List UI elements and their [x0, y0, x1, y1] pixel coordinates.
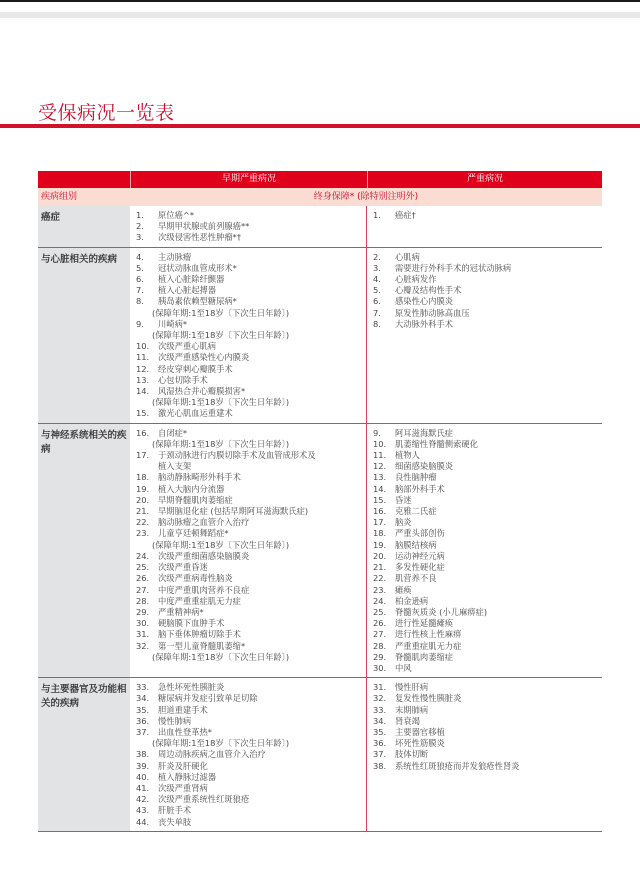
item-text: 坏死性筋膜炎 [395, 738, 445, 749]
list-item [130, 693, 366, 704]
item-number: 13. [136, 374, 150, 385]
list-item [367, 450, 602, 461]
item-number: 27. [136, 584, 150, 595]
list-item [367, 682, 602, 693]
group-label-header: 疾病组别 [41, 192, 78, 202]
list-item [367, 705, 602, 716]
header-critical: 严重病况 [466, 174, 503, 184]
item-text: 肢体切断 [395, 749, 429, 760]
item-text: 经皮穿刺心瓣膜手术 [158, 363, 233, 374]
list-item [130, 428, 366, 439]
item-number: 17. [373, 517, 387, 528]
list-item [130, 641, 366, 652]
header-early-critical: 早期严重病况 [131, 171, 368, 188]
list-item [367, 596, 602, 607]
list-item [130, 817, 366, 828]
list-item [130, 783, 366, 794]
critical-list [367, 424, 602, 677]
item-text: 多发性硬化症 [395, 562, 445, 573]
item-text: 次级严重昏迷 [158, 562, 208, 573]
item-text: 丧失单肢 [158, 816, 192, 827]
item-number: 40. [136, 771, 150, 782]
item-text: 胰岛素依赖型糖尿病* [158, 296, 237, 307]
item-number: 11. [373, 450, 387, 461]
item-text: 克雅二氏症 [395, 506, 437, 517]
item-text: 早期脊髓肌肉萎缩症 [158, 494, 233, 505]
item-number: 4. [136, 251, 144, 262]
item-text: 植入心脏起搏器 [158, 285, 217, 296]
item-number: 19. [373, 539, 387, 550]
item-number: 35. [373, 726, 387, 737]
item-text: 周边动脉疾病之血管介入治疗 [158, 749, 266, 760]
list-item [130, 551, 366, 562]
list-item [130, 285, 366, 296]
item-number: 11. [136, 352, 150, 363]
item-text: 植物人 [395, 450, 420, 461]
list-item [367, 296, 602, 307]
item-continuation: 植入支架 [158, 461, 192, 472]
item-number: 22. [136, 517, 150, 528]
item-number: 31. [373, 682, 387, 693]
list-item [367, 618, 602, 629]
item-number: 18. [136, 472, 150, 483]
item-number: 17. [136, 450, 150, 461]
item-number: 35. [136, 704, 150, 715]
list-item [130, 573, 366, 584]
top-border [0, 0, 640, 2]
item-number: 38. [373, 760, 387, 771]
item-number: 34. [373, 715, 387, 726]
item-number: 15. [136, 408, 150, 419]
list-item [367, 439, 602, 450]
item-text: 脑部外科手术 [395, 483, 445, 494]
item-number: 16. [373, 506, 387, 517]
item-number: 39. [136, 760, 150, 771]
item-text: 胆道重建手术 [158, 704, 208, 715]
item-number: 30. [373, 662, 387, 673]
list-item [367, 716, 602, 727]
list-item [130, 450, 366, 461]
item-number: 10. [373, 438, 387, 449]
item-text: 次级严重系统性红斑狼疮 [158, 794, 250, 805]
item-text: 心脏病发作 [395, 274, 437, 285]
item-number: 18. [373, 528, 387, 539]
item-text: 风湿热合并心瓣膜损害* [158, 386, 246, 397]
page-title: 受保病况一览表 [38, 101, 175, 124]
item-number: 12. [373, 461, 387, 472]
item-text: 次级严重心肌病 [158, 341, 217, 352]
table-body [38, 206, 602, 832]
item-number: 2. [136, 221, 144, 232]
item-number: 10. [136, 341, 150, 352]
list-item [130, 749, 366, 760]
list-item [130, 232, 366, 243]
list-item [367, 607, 602, 618]
item-number: 30. [136, 618, 150, 629]
list-item [130, 210, 366, 221]
item-text: 中度严重肌肉营养不良症 [158, 584, 250, 595]
list-item [367, 210, 602, 221]
item-number: 44. [136, 816, 150, 827]
item-number: 41. [136, 782, 150, 793]
item-number: 9. [373, 427, 381, 438]
item-text: 慢性肝病 [395, 682, 429, 693]
list-item [367, 551, 602, 562]
item-text: 慢性肺病 [158, 715, 192, 726]
item-number: 21. [373, 562, 387, 573]
item-number: 33. [373, 704, 387, 715]
list-item [367, 263, 602, 274]
item-text: 次级严重细菌感染脑膜炎 [158, 550, 250, 561]
item-text: 中度严重重症肌无力症 [158, 595, 241, 606]
list-item [130, 596, 366, 607]
item-text: 复发性慢性胰脏炎 [395, 693, 462, 704]
list-item [367, 540, 602, 551]
list-item [130, 727, 366, 738]
item-number: 37. [136, 726, 150, 737]
item-number: 24. [373, 595, 387, 606]
item-number: 36. [373, 738, 387, 749]
item-text: 冠状动脉血管成形术* [158, 262, 237, 273]
item-text: 脊髓灰质炎 (小儿麻痹症) [395, 606, 488, 617]
item-text: 昏迷 [395, 494, 412, 505]
item-number: 20. [136, 494, 150, 505]
list-item [367, 693, 602, 704]
early-critical-list [130, 206, 367, 247]
list-item [130, 274, 366, 285]
list-item [130, 386, 366, 397]
item-text: 第一型儿童脊髓肌萎缩* [158, 640, 246, 651]
item-number: 26. [136, 573, 150, 584]
list-item [130, 506, 366, 517]
item-text: 原发性肺动脉高血压 [395, 307, 470, 318]
item-number: 21. [136, 506, 150, 517]
item-text: 植入大脑内分流器 [158, 483, 225, 494]
list-item [130, 618, 366, 629]
disease-group-label: 与神经系统相关的疾病 [38, 424, 130, 677]
item-number: 33. [136, 682, 150, 693]
item-text: 于颈动脉进行内膜切除手术及血管成形术及 [158, 450, 316, 461]
list-item [130, 263, 366, 274]
item-text: 植入静脉过滤器 [158, 771, 217, 782]
item-number: 43. [136, 805, 150, 816]
list-item [367, 652, 602, 663]
list-item [130, 408, 366, 419]
item-text: 进行性延髓瘫痪 [395, 618, 454, 629]
list-item [130, 607, 366, 618]
item-number: 26. [373, 618, 387, 629]
item-number: 31. [136, 629, 150, 640]
item-number: 25. [373, 606, 387, 617]
item-number: 24. [136, 550, 150, 561]
item-text: 脊髓肌肉萎缩症 [395, 651, 454, 662]
item-number: 1. [136, 210, 144, 220]
list-item [367, 274, 602, 285]
item-text: 末期肺病 [395, 704, 429, 715]
item-text: 硬脑膜下血肿手术 [158, 618, 225, 629]
item-number: 32. [136, 640, 150, 651]
header-blank-cell [38, 171, 131, 188]
item-text: 出血性登革热* [158, 726, 212, 737]
item-text: 良性脑肿瘤 [395, 472, 437, 483]
item-text: 严重头部创伤 [395, 528, 445, 539]
item-text: 肌萎缩性脊髓侧索硬化 [395, 438, 478, 449]
item-number: 8. [136, 296, 144, 307]
item-number: 2. [373, 251, 381, 262]
disease-group-label: 癌症 [38, 206, 130, 247]
item-text: 次级严重肾病 [158, 782, 208, 793]
item-number: 6. [373, 296, 381, 307]
item-number: 32. [373, 693, 387, 704]
item-text: 肝炎及肝硬化 [158, 760, 208, 771]
coverage-period-note: (保障年期:1至18岁〔下次生日年龄〕) [152, 651, 290, 662]
item-text: 主动脉瘤 [158, 251, 192, 262]
list-item [367, 308, 602, 319]
item-text: 柏金逊病 [395, 595, 429, 606]
table-row [38, 248, 602, 424]
early-critical-list [130, 678, 367, 831]
list-item [367, 641, 602, 652]
item-text: 严重精神病* [158, 606, 204, 617]
item-number: 3. [373, 262, 381, 273]
item-number: 6. [136, 274, 144, 285]
list-item [367, 585, 602, 596]
early-critical-list [130, 424, 367, 677]
list-item [367, 506, 602, 517]
list-item [130, 761, 366, 772]
list-item [367, 252, 602, 263]
top-shade [0, 12, 640, 18]
list-item [130, 716, 366, 727]
item-text: 川崎病* [158, 318, 188, 329]
coverage-period-note: (保障年期:1至18岁〔下次生日年龄〕) [152, 539, 290, 550]
item-text: 需要进行外科手术的冠状动脉病 [395, 262, 512, 273]
list-item [367, 285, 602, 296]
disease-group-label: 与心脏相关的疾病 [38, 248, 130, 423]
table-subheader-row [38, 188, 602, 206]
covered-conditions-table [38, 171, 602, 832]
item-number: 22. [373, 573, 387, 584]
list-item [367, 461, 602, 472]
list-item [130, 296, 366, 307]
item-text: 感染性心内膜炎 [395, 296, 454, 307]
item-number: 1. [373, 210, 381, 220]
item-number: 38. [136, 749, 150, 760]
item-number: 28. [373, 640, 387, 651]
table-header-row [38, 171, 602, 188]
list-item [130, 629, 366, 640]
item-text: 脑动静脉畸形外科手术 [158, 472, 241, 483]
item-number: 23. [373, 584, 387, 595]
list-item [130, 805, 366, 816]
item-number: 29. [136, 606, 150, 617]
item-text: 儿童亨廷顿舞蹈症* [158, 528, 229, 539]
item-text: 次级侵害性恶性肿瘤*† [158, 232, 241, 243]
item-text: 中风 [395, 662, 412, 673]
list-item [130, 484, 366, 495]
item-text: 大动脉外科手术 [395, 318, 454, 329]
list-item [130, 364, 366, 375]
item-text: 心包切除手术 [158, 374, 208, 385]
item-text: 激光心肌血运重建术 [158, 408, 233, 419]
list-item [367, 738, 602, 749]
list-item [130, 319, 366, 330]
table-row [38, 678, 602, 832]
item-number: 7. [373, 307, 381, 318]
list-item [130, 517, 366, 528]
list-item [367, 749, 602, 760]
item-text: 心瓣及结构性手术 [395, 285, 462, 296]
item-number: 29. [373, 651, 387, 662]
list-item [130, 352, 366, 363]
item-text: 心肌病 [395, 251, 420, 262]
item-text: 肝脏手术 [158, 805, 192, 816]
coverage-period-note: (保障年期:1至18岁〔下次生日年龄〕) [152, 397, 290, 408]
item-text: 次级严重病毒性脑炎 [158, 573, 233, 584]
list-item [367, 495, 602, 506]
critical-list [367, 206, 602, 247]
item-text: 肾衰竭 [395, 715, 420, 726]
early-critical-list [130, 248, 367, 423]
list-item [367, 517, 602, 528]
item-text: 脑膜结核病 [395, 539, 437, 550]
item-text: 脑炎 [395, 517, 412, 528]
item-number: 36. [136, 715, 150, 726]
list-item [367, 727, 602, 738]
item-number: 27. [373, 629, 387, 640]
list-item [130, 772, 366, 783]
list-item [367, 528, 602, 539]
list-item [367, 761, 602, 772]
critical-list [367, 248, 602, 423]
title-rule [0, 124, 640, 128]
table-row [38, 424, 602, 678]
item-text: 脑动脉瘤之血管介入治疗 [158, 517, 250, 528]
list-item [130, 562, 366, 573]
coverage-note: 终身保障* (除特别注明外) [313, 192, 419, 202]
item-number: 12. [136, 363, 150, 374]
item-number: 14. [136, 386, 150, 397]
list-item [367, 319, 602, 330]
item-number: 5. [373, 285, 381, 296]
item-text: 瘫痪 [395, 584, 412, 595]
table-row [38, 206, 602, 248]
item-text: 植入心脏除纤颤器 [158, 274, 225, 285]
item-text: 急性坏死性胰脏炎 [158, 682, 225, 693]
item-text: 进行性核上性麻痹 [395, 629, 462, 640]
item-number: 25. [136, 562, 150, 573]
item-text: 癌症† [395, 210, 416, 220]
critical-list [367, 678, 602, 831]
item-text: 次级严重感染性心内膜炎 [158, 352, 250, 363]
item-text: 主要器官移植 [395, 726, 445, 737]
item-number: 34. [136, 693, 150, 704]
item-text: 脑下垂体肿瘤切除手术 [158, 629, 241, 640]
list-item [130, 375, 366, 386]
item-text: 严重重症肌无力症 [395, 640, 462, 651]
item-text: 阿耳滋海默氏症 [395, 427, 454, 438]
item-number: 9. [136, 318, 144, 329]
list-item [367, 629, 602, 640]
item-text: 早期脑退化症 (包括早期阿耳滋海默氏症) [158, 506, 309, 517]
list-item [130, 495, 366, 506]
list-item [130, 472, 366, 483]
coverage-period-note: (保障年期:1至18岁〔下次生日年龄〕) [152, 330, 290, 341]
list-item [130, 528, 366, 539]
item-number: 14. [373, 483, 387, 494]
item-number: 13. [373, 472, 387, 483]
item-number: 20. [373, 550, 387, 561]
item-text: 糖尿病并发症引致单足切除 [158, 693, 258, 704]
item-number: 42. [136, 794, 150, 805]
list-item [130, 705, 366, 716]
item-number: 15. [373, 494, 387, 505]
list-item [367, 428, 602, 439]
item-number: 7. [136, 285, 144, 296]
item-number: 3. [136, 232, 144, 243]
item-number: 8. [373, 318, 381, 329]
item-text: 细菌感染脑膜炎 [395, 461, 454, 472]
item-number: 5. [136, 262, 144, 273]
list-item [367, 663, 602, 674]
list-item [367, 562, 602, 573]
list-item [130, 341, 366, 352]
item-number: 4. [373, 274, 381, 285]
coverage-period-note: (保障年期:1至18岁〔下次生日年龄〕) [152, 307, 290, 318]
item-text: 早期甲状腺或前列腺癌** [158, 221, 250, 232]
item-number: 19. [136, 483, 150, 494]
coverage-period-note: (保障年期:1至18岁〔下次生日年龄〕) [152, 738, 290, 749]
list-item [130, 794, 366, 805]
list-item [130, 585, 366, 596]
item-text: 系统性红斑狼疮而并发狼疮性肾炎 [395, 760, 520, 771]
coverage-period-note: (保障年期:1至18岁〔下次生日年龄〕) [152, 438, 290, 449]
list-item [130, 221, 366, 232]
item-number: 37. [373, 749, 387, 760]
list-item [130, 252, 366, 263]
list-item [130, 682, 366, 693]
item-text: 运动神经元病 [395, 550, 445, 561]
list-item [367, 573, 602, 584]
disease-group-label: 与主要器官及功能相关的疾病 [38, 678, 130, 831]
list-item [367, 484, 602, 495]
list-item [367, 472, 602, 483]
item-text: 肌营养不良 [395, 573, 437, 584]
item-number: 28. [136, 595, 150, 606]
item-text: 原位癌^* [158, 210, 194, 220]
item-number: 16. [136, 427, 150, 438]
item-text: 自闭症* [158, 427, 188, 438]
item-number: 23. [136, 528, 150, 539]
